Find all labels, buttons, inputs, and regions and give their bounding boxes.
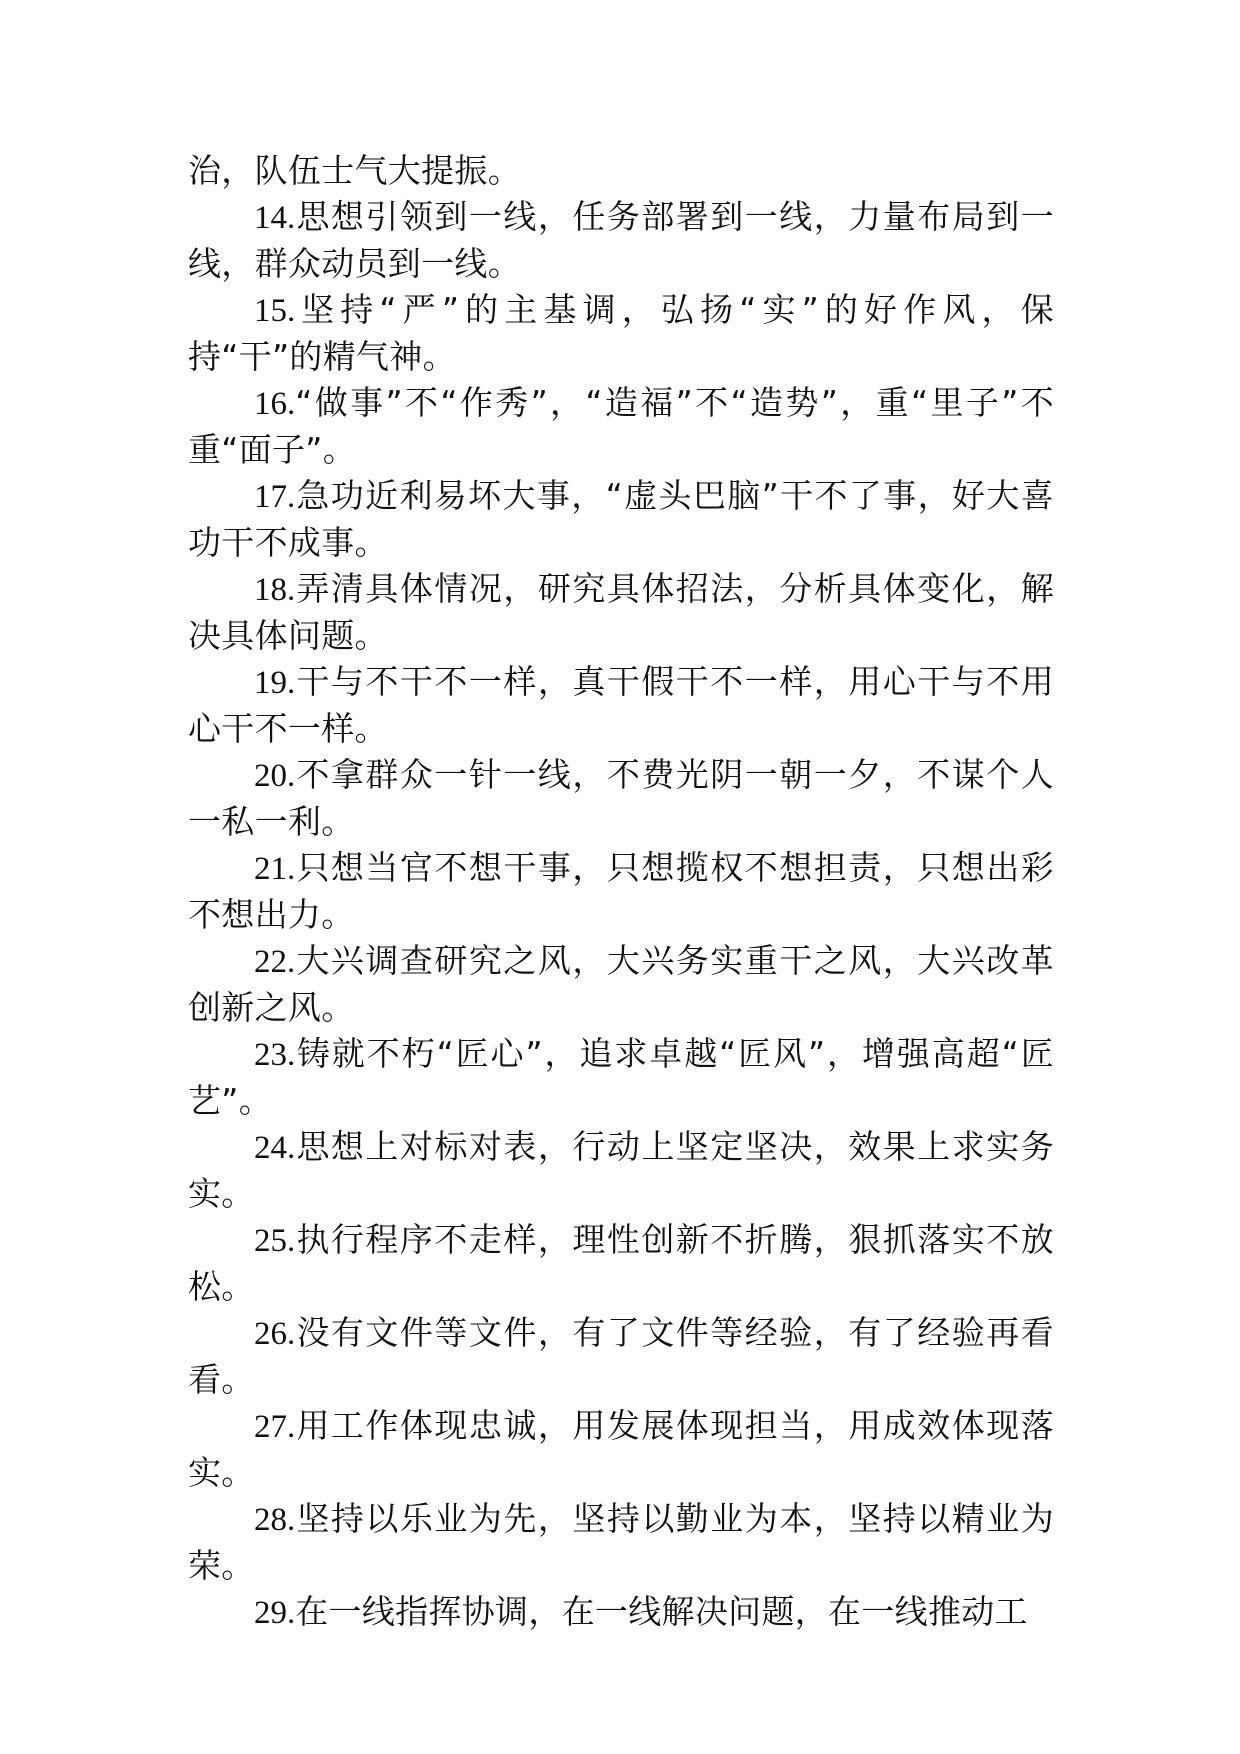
- paragraph-number: 23.: [254, 1036, 296, 1073]
- paragraph-number: 29.: [254, 1594, 296, 1631]
- paragraph-27: [188, 1403, 1054, 1496]
- paragraph-number: 17.: [254, 478, 296, 515]
- paragraph-text: 思想引领到一线，任务部署到一线，力量布局到一线，群众动员到一线。: [188, 196, 1054, 283]
- paragraph-text: 铸就不朽“匠心”，追求卓越“匠风”，增强高超“匠艺”。: [188, 1033, 1054, 1120]
- paragraph-20: [188, 752, 1054, 845]
- paragraph-number: 25.: [254, 1222, 296, 1259]
- paragraph-23: [188, 1031, 1054, 1124]
- paragraph-text: “做事”不“作秀”，“造福”不“造势”，重“里子”不重“面子”。: [188, 382, 1054, 469]
- paragraph-number: 14.: [254, 199, 296, 236]
- paragraph-17: [188, 473, 1054, 566]
- paragraph-text: 不拿群众一针一线，不费光阴一朝一夕，不谋个人一私一利。: [188, 754, 1054, 841]
- paragraph-text: 坚持“严”的主基调，弘扬“实”的好作风，保持“干”的精气神。: [188, 289, 1054, 376]
- paragraph-text: 在一线指挥协调，在一线解决问题，在一线推动工: [295, 1591, 1028, 1631]
- paragraph-number: 20.: [254, 757, 296, 794]
- paragraph-number: 22.: [254, 943, 296, 980]
- paragraph-text: 没有文件等文件，有了文件等经验，有了经验再看看。: [188, 1312, 1054, 1399]
- paragraph-text: 思想上对标对表，行动上坚定坚决，效果上求实务实。: [188, 1126, 1054, 1213]
- paragraph-16: [188, 380, 1054, 473]
- paragraph-number: 15.: [254, 292, 296, 329]
- paragraph-22: [188, 938, 1054, 1031]
- paragraph-26: [188, 1310, 1054, 1403]
- paragraph-number: 18.: [254, 571, 296, 608]
- paragraph-number: 24.: [254, 1129, 296, 1166]
- paragraph-14: [188, 194, 1054, 287]
- paragraph-28: [188, 1496, 1054, 1589]
- paragraph-text: 坚持以乐业为先，坚持以勤业为本，坚持以精业为荣。: [188, 1498, 1054, 1585]
- paragraph-number: 27.: [254, 1408, 296, 1445]
- paragraph-text: 治，队伍士气大提振。: [188, 151, 521, 190]
- paragraph-15: [188, 287, 1054, 380]
- paragraph-number: 26.: [254, 1315, 296, 1352]
- paragraph-number: 21.: [254, 850, 296, 887]
- paragraph-number: 16.: [254, 385, 296, 422]
- paragraph-18: [188, 566, 1054, 659]
- paragraph-continuation: [188, 148, 1054, 194]
- paragraph-text: 干与不干不一样，真干假干不一样，用心干与不用心干不一样。: [188, 661, 1054, 748]
- paragraph-24: [188, 1124, 1054, 1217]
- paragraph-text: 用工作体现忠诚，用发展体现担当，用成效体现落实。: [188, 1405, 1054, 1492]
- paragraph-number: 19.: [254, 664, 296, 701]
- paragraph-text: 大兴调查研究之风，大兴务实重干之风，大兴改革创新之风。: [188, 940, 1054, 1027]
- paragraph-text: 只想当官不想干事，只想揽权不想担责，只想出彩不想出力。: [188, 847, 1054, 934]
- document-body: [188, 148, 1054, 1636]
- paragraph-text: 急功近利易坏大事，“虚头巴脑”干不了事，好大喜功干不成事。: [188, 475, 1054, 562]
- paragraph-text: 弄清具体情况，研究具体招法，分析具体变化，解决具体问题。: [188, 568, 1054, 655]
- paragraph-21: [188, 845, 1054, 938]
- paragraph-29: [188, 1589, 1054, 1637]
- paragraph-text: 执行程序不走样，理性创新不折腾，狠抓落实不放松。: [188, 1219, 1054, 1306]
- paragraph-25: [188, 1217, 1054, 1310]
- paragraph-19: [188, 659, 1054, 752]
- paragraph-number: 28.: [254, 1501, 296, 1538]
